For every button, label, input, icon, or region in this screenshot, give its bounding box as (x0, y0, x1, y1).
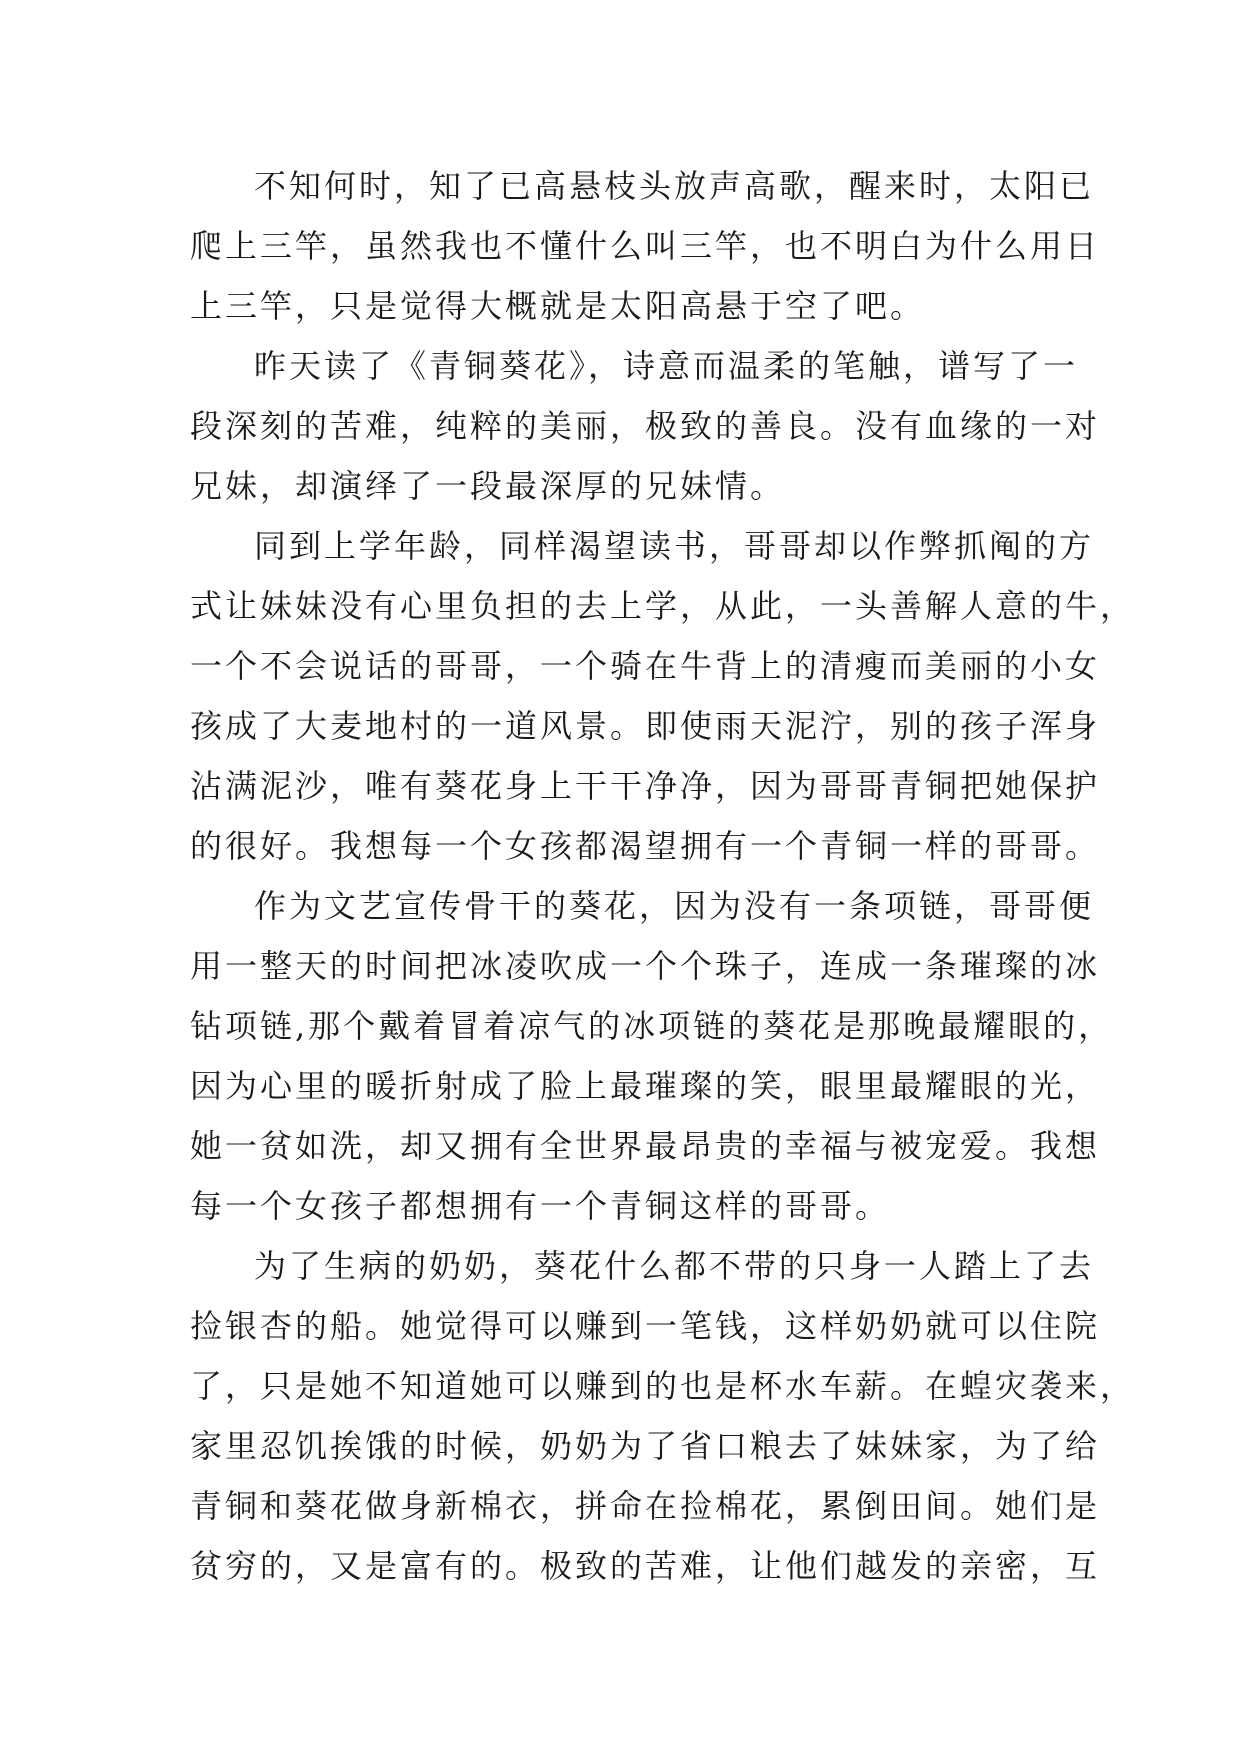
text-line: 用一整天的时间把冰凌吹成一个个珠子，连成一条璀璨的冰 (190, 947, 1101, 985)
paragraph (190, 1236, 1136, 1596)
document-body (190, 156, 1136, 1596)
text-line: 了，只是她不知道她可以赚到的也是杯水车薪。在蝗灾袭来， (190, 1367, 1136, 1405)
paragraph (190, 876, 1114, 1236)
text-line: 同到上学年龄，同样渴望读书，哥哥却以作弊抓阄的方 (254, 527, 1095, 565)
text-line: 沾满泥沙，唯有葵花身上干干净净，因为哥哥青铜把她保护 (190, 767, 1101, 805)
text-line: 兄妹，却演绎了一段最深厚的兄妹情。 (190, 467, 786, 505)
text-line: 作为文艺宣传骨干的葵花，因为没有一条项链，哥哥便 (254, 887, 1095, 925)
text-line: 钻项链,那个戴着冒着凉气的冰项链的葵花是那晚最耀眼的， (190, 1007, 1114, 1045)
text-line: 为了生病的奶奶，葵花什么都不带的只身一人踏上了去 (254, 1247, 1095, 1285)
text-line: 的很好。我想每一个女孩都渴望拥有一个青铜一样的哥哥。 (190, 827, 1101, 865)
paragraph (190, 156, 1101, 336)
text-line: 孩成了大麦地村的一道风景。即使雨天泥泞，别的孩子浑身 (190, 707, 1101, 745)
text-line: 爬上三竿，虽然我也不懂什么叫三竿，也不明白为什么用日 (190, 227, 1101, 265)
text-line: 她一贫如洗，却又拥有全世界最昂贵的幸福与被宠爱。我想 (190, 1127, 1101, 1165)
text-line: 贫穷的，又是富有的。极致的苦难，让他们越发的亲密，互 (190, 1547, 1101, 1585)
text-line: 因为心里的暖折射成了脸上最璀璨的笑，眼里最耀眼的光， (190, 1067, 1101, 1105)
text-line: 捡银杏的船。她觉得可以赚到一笔钱，这样奶奶就可以住院 (190, 1307, 1101, 1345)
paragraph (190, 336, 1101, 516)
text-line: 每一个女孩子都想拥有一个青铜这样的哥哥。 (190, 1187, 891, 1225)
text-line: 上三竿，只是觉得大概就是太阳高悬于空了吧。 (190, 287, 926, 325)
text-line: 家里忍饥挨饿的时候，奶奶为了省口粮去了妹妹家，为了给 (190, 1427, 1101, 1465)
text-line: 式让妹妹没有心里负担的去上学，从此，一头善解人意的牛， (190, 587, 1136, 625)
text-line: 段深刻的苦难，纯粹的美丽，极致的善良。没有血缘的一对 (190, 407, 1101, 445)
text-line: 昨天读了《青铜葵花》，诗意而温柔的笔触，谱写了一 (254, 347, 1079, 385)
text-line: 不知何时，知了已高悬枝头放声高歌，醒来时，太阳已 (254, 167, 1095, 205)
text-line: 一个不会说话的哥哥，一个骑在牛背上的清瘦而美丽的小女 (190, 647, 1101, 685)
paragraph (190, 516, 1136, 876)
text-line: 青铜和葵花做身新棉衣，拼命在捡棉花，累倒田间。她们是 (190, 1487, 1101, 1525)
